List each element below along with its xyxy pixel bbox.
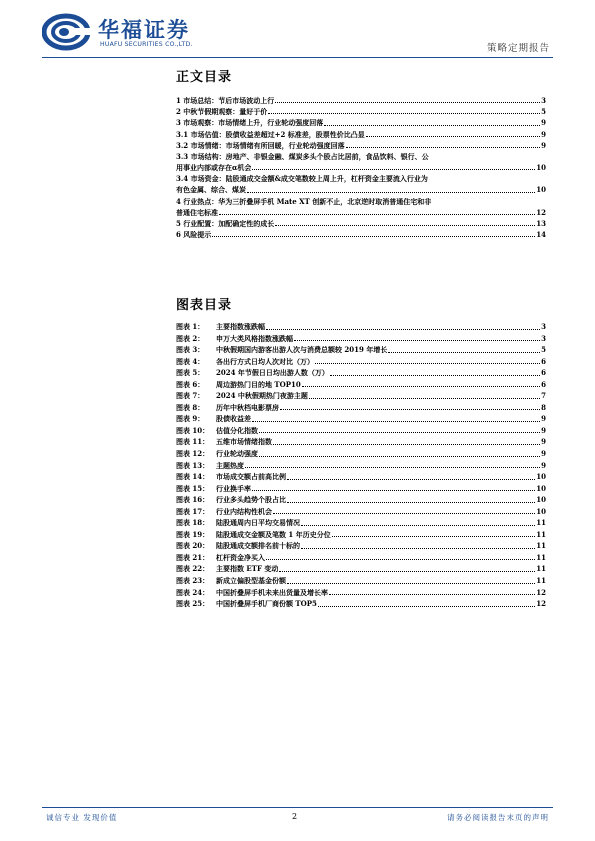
figure-item-label: 图表 3：	[176, 345, 205, 355]
figure-item-page: 6	[541, 379, 546, 389]
figure-item[interactable]	[176, 494, 546, 506]
dot-leader	[287, 479, 535, 480]
figure-item-text: 行业多头趋势个股占比	[216, 495, 286, 505]
figure-item[interactable]	[176, 587, 546, 599]
toc-item[interactable]	[176, 185, 546, 196]
figures-list	[176, 321, 546, 610]
toc-item-text: 5 行业配置：加配确定性的成长	[176, 219, 275, 229]
dot-leader	[252, 169, 535, 170]
figure-item-page: 10	[536, 483, 546, 493]
figure-item-page: 10	[536, 472, 546, 482]
figure-item-page: 10	[536, 495, 546, 505]
page-header	[0, 0, 595, 60]
brand-name-en: HUAFU SECURITIES CO.,LTD.	[100, 41, 193, 48]
figure-item-text: 陆股通成交额排名前十标的	[216, 541, 300, 551]
figure-item-text: 2024 年节假日日均出游人数（万）	[216, 368, 329, 378]
figure-item[interactable]	[176, 563, 546, 575]
dot-leader	[247, 192, 535, 193]
header-divider	[42, 57, 553, 58]
report-type: 策略定期报告	[486, 43, 550, 54]
figure-item-text: 中国折叠屏手机厂商份额 TOP5	[216, 599, 317, 609]
page-number: 2	[292, 812, 298, 821]
figure-item-text: 历年中秋档电影票房	[216, 402, 279, 412]
toc-item-page: 10	[536, 163, 546, 173]
toc-item[interactable]	[176, 162, 546, 173]
figure-item-text: 新成立偏股型基金份额	[216, 576, 286, 586]
figure-item[interactable]	[176, 540, 546, 552]
figure-item-text: 周边游热门目的地 TOP10	[216, 379, 301, 389]
figure-item-page: 12	[536, 587, 546, 597]
figure-item-text: 行业内结构性机会	[216, 506, 272, 516]
dot-leader	[287, 583, 535, 584]
figure-item-text: 2024 中秋假期热门夜游主题	[216, 391, 308, 401]
figure-item[interactable]	[176, 344, 546, 356]
dot-leader	[329, 594, 535, 595]
huafu-logo	[42, 12, 210, 52]
toc-item-text: 有色金属、综合、煤炭	[176, 185, 246, 195]
figure-item[interactable]	[176, 506, 546, 518]
figure-item[interactable]	[176, 517, 546, 529]
figure-item-label: 图表 22：	[176, 564, 210, 574]
footer-divider	[42, 807, 553, 808]
figure-item-label: 图表 25：	[176, 599, 210, 609]
figure-item-label: 图表 5：	[176, 368, 205, 378]
dot-leader	[245, 467, 540, 468]
figure-item-label: 图表 15：	[176, 483, 210, 493]
toc-item-text: 3.1 市场估值：股债收益差超过+2 标准差，股票性价比凸显	[176, 129, 365, 139]
figure-item-page: 6	[541, 368, 546, 378]
figure-item-label: 图表 21：	[176, 552, 210, 562]
figure-item-page: 7	[541, 391, 546, 401]
figure-item-page: 9	[541, 449, 546, 459]
dot-leader	[268, 113, 540, 114]
dot-leader	[266, 559, 535, 560]
toc-item-text: 2 中秋节假期观察：量好于价	[176, 107, 268, 117]
dot-leader	[318, 606, 535, 607]
figure-item-text: 陆股通周内日平均交易情况	[216, 518, 300, 528]
brand-name-cn: 华福证券	[98, 18, 190, 42]
figure-item-label: 图表 13：	[176, 460, 210, 470]
figure-item-label: 图表 18：	[176, 518, 210, 528]
figure-item-text: 申万大类风格指数涨跌幅	[216, 333, 293, 343]
footer-disclaimer: 请务必阅读报告末页的声明	[447, 813, 549, 822]
toc-item-page: 3	[541, 95, 546, 105]
dot-leader	[324, 125, 540, 126]
figure-item-page: 9	[541, 437, 546, 447]
dot-leader	[332, 536, 536, 537]
toc-item-line[interactable]: 3.3 市场结构：房地产、非银金融、煤炭多头个股占比居前，食品饮料、银行、公	[176, 151, 429, 161]
figure-item-text: 各出行方式日均人次对比（万）	[216, 356, 314, 366]
toc-item-text: 普通住宅标准	[176, 207, 218, 217]
figure-item[interactable]	[176, 333, 546, 345]
figure-item-page: 8	[541, 402, 546, 412]
figure-item-page: 10	[536, 506, 546, 516]
footer-slogan: 诚信专业 发现价值	[46, 813, 118, 822]
toc-item[interactable]	[176, 218, 546, 229]
figure-item[interactable]	[176, 379, 546, 391]
figure-item-page: 12	[536, 599, 546, 609]
toc-title: 正文目录	[176, 70, 233, 85]
figure-item-label: 图表 16：	[176, 495, 210, 505]
figure-item[interactable]	[176, 390, 546, 402]
figure-item-label: 图表 11：	[176, 437, 210, 447]
dot-leader	[273, 444, 540, 445]
figure-item-page: 5	[541, 345, 546, 355]
dot-leader	[212, 236, 535, 237]
figure-item-label: 图表 4：	[176, 356, 205, 366]
figure-item-text: 主要指数 ETF 变动	[216, 564, 279, 574]
toc-item-text: 3.2 市场情绪：市场情绪有所回暖，行业轮动强度回落	[176, 140, 345, 150]
figure-item[interactable]	[176, 425, 546, 437]
dot-leader	[294, 340, 540, 341]
toc-item[interactable]	[176, 117, 546, 128]
figure-item-label: 图表 19：	[176, 529, 210, 539]
dot-leader	[266, 329, 540, 330]
dot-leader	[301, 548, 535, 549]
figure-item-label: 图表 6：	[176, 379, 205, 389]
toc-item-page: 9	[541, 140, 546, 150]
dot-leader	[280, 409, 540, 410]
toc-item-page: 14	[536, 230, 546, 240]
dot-leader	[287, 502, 535, 503]
toc-item-text: 6 风险提示	[176, 230, 212, 240]
dot-leader	[259, 432, 540, 433]
figure-item-page: 9	[541, 414, 546, 424]
figure-item-label: 图表 1：	[176, 322, 205, 331]
figure-item-text: 陆股通成交金额及笔数 1 年历史分位	[216, 529, 331, 539]
figure-item-page: 11	[536, 564, 546, 574]
figure-item-label: 图表 20：	[176, 541, 210, 551]
figure-item-text: 主要指数涨跌幅	[216, 322, 265, 331]
figure-item[interactable]	[176, 356, 546, 368]
figure-item-label: 图表 23：	[176, 576, 210, 586]
toc-item[interactable]	[176, 95, 546, 106]
figure-item-label: 图表 14：	[176, 472, 210, 482]
toc-item[interactable]	[176, 129, 546, 140]
toc-item-page: 9	[541, 118, 546, 128]
toc-item-line[interactable]: 4 行业热点：华为三折叠屏手机 Mate XT 创新不止，北京逆时取消普通住宅和非	[176, 196, 432, 206]
figure-item-label: 图表 17：	[176, 506, 210, 516]
figure-item-page: 9	[541, 460, 546, 470]
figure-item-text: 行业轮动强度	[216, 449, 258, 459]
dot-leader	[279, 571, 535, 572]
figure-item[interactable]	[176, 448, 546, 460]
figure-item[interactable]	[176, 552, 546, 564]
figure-item-page: 11	[536, 541, 546, 551]
dot-leader	[219, 214, 535, 215]
figure-item-label: 图表 9：	[176, 414, 205, 424]
figure-item[interactable]	[176, 436, 546, 448]
toc-item-page: 12	[536, 207, 546, 217]
figure-item-page: 11	[536, 529, 546, 539]
figure-item-page: 3	[541, 322, 546, 331]
dot-leader	[273, 513, 535, 514]
toc-list	[176, 95, 546, 240]
dot-leader	[366, 136, 540, 137]
figure-item[interactable]	[176, 575, 546, 587]
figure-item[interactable]	[176, 483, 546, 495]
figure-item-text: 五维市场情绪指数	[216, 437, 272, 447]
figure-item-label: 图表 24：	[176, 587, 210, 597]
dot-leader	[301, 525, 535, 526]
dot-leader	[302, 386, 540, 387]
figure-item-label: 图表 2：	[176, 333, 205, 343]
figure-item-page: 6	[541, 356, 546, 366]
figure-item-text: 中国折叠屏手机未来出货量及增长率	[216, 587, 328, 597]
figure-item-text: 估值分化指数	[216, 425, 258, 435]
dot-leader	[346, 147, 541, 148]
dot-leader	[388, 352, 540, 353]
dot-leader	[259, 456, 540, 457]
figure-item-page: 11	[536, 552, 546, 562]
figure-item-text: 杠杆资金净买入	[216, 552, 265, 562]
figure-item[interactable]	[176, 413, 546, 425]
figure-item[interactable]	[176, 321, 546, 333]
figure-item-text: 市场成交额占前高比例	[216, 472, 286, 482]
huafu-logo-mark-icon	[42, 12, 90, 52]
figure-item[interactable]	[176, 529, 546, 541]
figure-item-page: 11	[536, 576, 546, 586]
dot-leader	[330, 375, 540, 376]
figures-title: 图表目录	[176, 298, 233, 313]
dot-leader	[275, 225, 535, 226]
toc-item-text: 用事业内部或存在α机会	[176, 163, 252, 173]
figure-item-text: 行业换手率	[216, 483, 251, 493]
toc-item-page: 10	[536, 185, 546, 195]
figure-item-text: 中秋假期国内游客出游人次与消费总额较 2019 年增长	[216, 345, 388, 355]
dot-leader	[252, 490, 535, 491]
figure-item[interactable]	[176, 598, 546, 610]
figure-item-label: 图表 7：	[176, 391, 205, 401]
toc-item-text: 3 市场观察：市场情绪上升，行业轮动强度回落	[176, 118, 324, 128]
dot-leader	[315, 363, 540, 364]
toc-item-page: 9	[541, 129, 546, 139]
toc-item[interactable]	[176, 106, 546, 117]
dot-leader	[309, 398, 540, 399]
figure-item-page: 9	[541, 425, 546, 435]
toc-item-text: 1 市场总结：节后市场波动上行	[176, 95, 275, 105]
figure-item[interactable]	[176, 471, 546, 483]
figure-item-label: 图表 12：	[176, 449, 210, 459]
dot-leader	[252, 421, 540, 422]
figure-item-page: 11	[536, 518, 546, 528]
figure-item[interactable]	[176, 402, 546, 414]
toc-item[interactable]	[176, 207, 546, 218]
figure-item[interactable]	[176, 367, 546, 379]
toc-item-line[interactable]: 3.4 市场资金：陆股通成交金额&成交笔数较上周上升，杠杆资金主要流入行业为	[176, 174, 428, 184]
toc-item[interactable]	[176, 229, 546, 240]
figure-item[interactable]	[176, 460, 546, 472]
toc-item[interactable]	[176, 140, 546, 151]
toc-item-page: 5	[541, 107, 546, 117]
dot-leader	[275, 102, 540, 103]
figure-item-page: 3	[541, 333, 546, 343]
figure-item-text: 股债收益差	[216, 414, 251, 424]
figure-item-label: 图表 10：	[176, 425, 210, 435]
figure-item-label: 图表 8：	[176, 402, 205, 412]
toc-item-page: 13	[536, 219, 546, 229]
figure-item-text: 主题热度	[216, 460, 244, 470]
